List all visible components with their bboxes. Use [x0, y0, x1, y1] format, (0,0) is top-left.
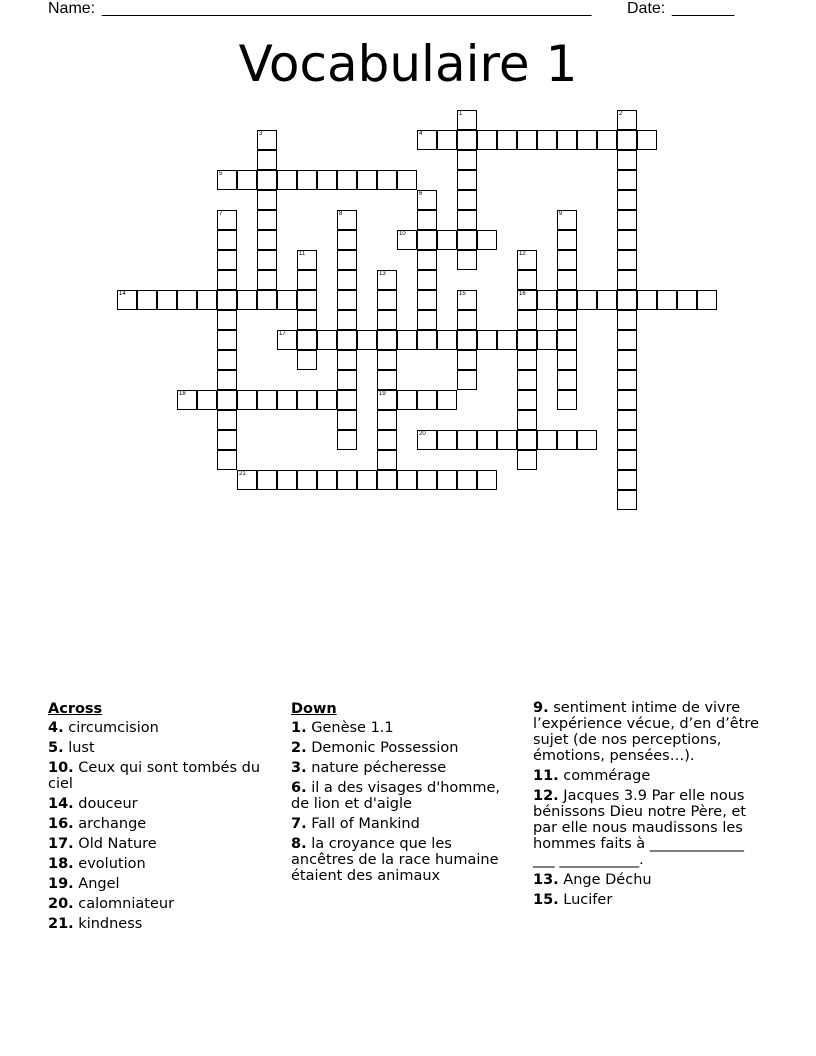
grid-cell[interactable] — [317, 470, 337, 490]
date-label: Date: — [627, 0, 666, 17]
grid-cell[interactable] — [377, 330, 397, 350]
clue-text: lust — [68, 740, 95, 756]
grid-cell[interactable] — [217, 310, 237, 330]
clue-item — [48, 876, 273, 892]
clue-number: 12. — [533, 788, 559, 804]
grid-cell[interactable] — [237, 170, 257, 190]
clue-item — [291, 760, 516, 776]
grid-cell[interactable] — [257, 470, 277, 490]
grid-cell[interactable] — [457, 210, 477, 230]
grid-cell[interactable] — [537, 430, 557, 450]
cell-number: 7 — [219, 211, 223, 217]
grid-cell[interactable] — [617, 190, 637, 210]
cell-number: 17 — [279, 331, 286, 337]
grid-cell[interactable] — [617, 350, 637, 370]
grid-cell[interactable] — [417, 310, 437, 330]
clue-text: nature pécheresse — [311, 760, 447, 776]
grid-cell[interactable] — [437, 130, 457, 150]
grid-cell[interactable] — [297, 390, 317, 410]
grid-cell[interactable] — [617, 410, 637, 430]
clue-text: Old Nature — [78, 836, 157, 852]
grid-cell[interactable] — [537, 290, 557, 310]
clue-text: archange — [78, 816, 147, 832]
grid-cell[interactable] — [617, 370, 637, 390]
cell-number: 2 — [619, 111, 623, 117]
grid-cell[interactable] — [217, 250, 237, 270]
grid-cell[interactable] — [277, 290, 297, 310]
page-title: Vocabulaire 1 — [238, 35, 578, 93]
grid-cell[interactable] — [557, 430, 577, 450]
grid-cell[interactable] — [397, 390, 417, 410]
grid-cell[interactable] — [457, 150, 477, 170]
grid-cell[interactable] — [517, 370, 537, 390]
date-field[interactable]: _______ — [672, 0, 735, 17]
grid-cell[interactable] — [157, 290, 177, 310]
grid-cell[interactable] — [517, 130, 537, 150]
grid-cell[interactable] — [217, 230, 237, 250]
clue-item — [291, 836, 516, 884]
grid-cell[interactable] — [377, 270, 397, 290]
grid-cell[interactable] — [517, 410, 537, 430]
grid-cell[interactable] — [417, 210, 437, 230]
grid-cell[interactable] — [477, 230, 497, 250]
clue-text: douceur — [78, 796, 138, 812]
grid-cell[interactable] — [517, 310, 537, 330]
grid-cell[interactable] — [617, 130, 637, 150]
grid-cell[interactable] — [377, 370, 397, 390]
clue-number: 20. — [48, 896, 74, 912]
grid-cell[interactable] — [497, 430, 517, 450]
grid-cell[interactable] — [357, 170, 377, 190]
grid-cell[interactable] — [217, 350, 237, 370]
grid-cell[interactable] — [437, 430, 457, 450]
grid-cell[interactable] — [617, 250, 637, 270]
grid-cell[interactable] — [337, 390, 357, 410]
grid-cell[interactable] — [597, 290, 617, 310]
clue-text: Ceux qui sont tombés du ciel — [48, 760, 261, 792]
grid-cell[interactable] — [517, 350, 537, 370]
cell-number: 11 — [299, 251, 306, 257]
grid-cell[interactable] — [397, 230, 417, 250]
grid-cell[interactable] — [217, 210, 237, 230]
clue-text: Demonic Possession — [311, 740, 459, 756]
clue-item — [48, 816, 273, 832]
clue-number: 8. — [291, 836, 307, 852]
grid-cell[interactable] — [617, 110, 637, 130]
grid-cell[interactable] — [677, 290, 697, 310]
clue-number: 9. — [533, 700, 549, 716]
grid-cell[interactable] — [377, 430, 397, 450]
grid-cell[interactable] — [457, 230, 477, 250]
grid-cell[interactable] — [317, 390, 337, 410]
grid-cell[interactable] — [357, 330, 377, 350]
grid-cell[interactable] — [557, 370, 577, 390]
grid-cell[interactable] — [337, 230, 357, 250]
grid-cell[interactable] — [577, 130, 597, 150]
cell-number: 3 — [259, 131, 263, 137]
clue-number: 6. — [291, 780, 307, 796]
grid-cell[interactable] — [557, 230, 577, 250]
down-heading: Down — [291, 701, 337, 717]
grid-cell[interactable] — [217, 430, 237, 450]
clue-item — [48, 836, 273, 852]
grid-cell[interactable] — [617, 150, 637, 170]
clue-number: 3. — [291, 760, 307, 776]
clue-text: Ange Déchu — [563, 872, 652, 888]
clue-text: evolution — [78, 856, 146, 872]
clue-item — [533, 872, 768, 888]
grid-cell[interactable] — [457, 290, 477, 310]
grid-cell[interactable] — [417, 330, 437, 350]
clue-number: 11. — [533, 768, 559, 784]
clue-text: la croyance que les ancêtres de la race humaine étaient des animaux — [291, 836, 499, 884]
grid-cell[interactable] — [257, 290, 277, 310]
clue-number: 7. — [291, 816, 307, 832]
grid-cell[interactable] — [257, 210, 277, 230]
grid-cell[interactable] — [277, 330, 297, 350]
grid-cell[interactable] — [237, 390, 257, 410]
cell-number: 15 — [459, 291, 466, 297]
grid-cell[interactable] — [257, 270, 277, 290]
grid-cell[interactable] — [317, 170, 337, 190]
cell-number: 4 — [419, 131, 423, 137]
grid-cell[interactable] — [417, 470, 437, 490]
grid-cell[interactable] — [237, 290, 257, 310]
across-clues — [48, 700, 273, 936]
clue-item — [533, 892, 768, 908]
grid-cell[interactable] — [297, 290, 317, 310]
grid-cell[interactable] — [617, 210, 637, 230]
grid-cell[interactable] — [617, 290, 637, 310]
clue-number: 10. — [48, 760, 74, 776]
clue-item — [48, 896, 273, 912]
grid-cell[interactable] — [257, 250, 277, 270]
grid-cell[interactable] — [337, 310, 357, 330]
clue-number: 17. — [48, 836, 74, 852]
grid-cell[interactable] — [457, 310, 477, 330]
grid-cell[interactable] — [597, 130, 617, 150]
clue-text: il a des visages d'homme, de lion et d'aigle — [291, 780, 501, 812]
clue-text: Lucifer — [563, 892, 613, 908]
cell-number: 6 — [419, 191, 423, 197]
name-label: Name: — [48, 0, 96, 17]
grid-cell[interactable] — [377, 350, 397, 370]
clue-item — [291, 720, 516, 736]
grid-cell[interactable] — [417, 190, 437, 210]
grid-cell[interactable] — [557, 250, 577, 270]
grid-cell[interactable] — [537, 330, 557, 350]
clue-number: 21. — [48, 916, 74, 932]
grid-cell[interactable] — [457, 170, 477, 190]
cell-number: 5 — [219, 171, 223, 177]
grid-cell[interactable] — [257, 190, 277, 210]
grid-cell[interactable] — [477, 430, 497, 450]
cell-number: 13 — [379, 271, 386, 277]
grid-cell[interactable] — [457, 430, 477, 450]
clue-item — [291, 816, 516, 832]
grid-cell[interactable] — [437, 330, 457, 350]
grid-cell[interactable] — [617, 270, 637, 290]
grid-cell[interactable] — [537, 130, 557, 150]
grid-cell[interactable] — [617, 430, 637, 450]
grid-cell[interactable] — [297, 310, 317, 330]
grid-cell[interactable] — [497, 130, 517, 150]
grid-cell[interactable] — [417, 290, 437, 310]
grid-cell[interactable] — [337, 270, 357, 290]
grid-cell[interactable] — [337, 250, 357, 270]
clue-text: kindness — [78, 916, 143, 932]
grid-cell[interactable] — [517, 450, 537, 470]
grid-cell[interactable] — [197, 390, 217, 410]
grid-cell[interactable] — [557, 270, 577, 290]
grid-cell[interactable] — [557, 130, 577, 150]
clue-item — [48, 916, 273, 932]
grid-cell[interactable] — [557, 290, 577, 310]
grid-cell[interactable] — [617, 230, 637, 250]
clue-number: 5. — [48, 740, 64, 756]
grid-cell[interactable] — [217, 410, 237, 430]
grid-cell[interactable] — [337, 350, 357, 370]
cell-number: 9 — [559, 211, 563, 217]
clue-item — [533, 788, 768, 868]
grid-cell[interactable] — [557, 330, 577, 350]
grid-cell[interactable] — [637, 130, 657, 150]
grid-cell[interactable] — [277, 390, 297, 410]
grid-cell[interactable] — [377, 310, 397, 330]
clue-item — [291, 740, 516, 756]
grid-cell[interactable] — [337, 290, 357, 310]
grid-cell[interactable] — [477, 330, 497, 350]
grid-cell[interactable] — [577, 290, 597, 310]
grid-cell[interactable] — [457, 330, 477, 350]
cell-number: 16 — [519, 291, 526, 297]
grid-cell[interactable] — [177, 290, 197, 310]
grid-cell[interactable] — [257, 150, 277, 170]
grid-cell[interactable] — [417, 230, 437, 250]
grid-cell[interactable] — [457, 250, 477, 270]
grid-cell[interactable] — [557, 390, 577, 410]
grid-cell[interactable] — [297, 170, 317, 190]
clue-item — [48, 760, 273, 792]
down-clues-continued — [533, 700, 768, 912]
grid-cell[interactable] — [457, 350, 477, 370]
grid-cell[interactable] — [417, 130, 437, 150]
grid-cell[interactable] — [377, 390, 397, 410]
grid-cell[interactable] — [297, 470, 317, 490]
clue-number: 18. — [48, 856, 74, 872]
grid-cell[interactable] — [417, 270, 437, 290]
clue-text: sentiment intime de vivre l’expérience vécue, d’en d’être sujet (de nos perceptions, émotions, pensées…). — [533, 700, 759, 764]
clue-text: calomniateur — [78, 896, 175, 912]
grid-cell[interactable] — [337, 410, 357, 430]
grid-cell[interactable] — [417, 250, 437, 270]
down-clues — [291, 700, 516, 888]
grid-cell[interactable] — [457, 130, 477, 150]
clue-text: Jacques 3.9 Par elle nous bénissons Dieu notre Père, et par elle nous maudissons les hommes faits à _____________ ___ ___________. — [533, 788, 747, 868]
clue-text: commérage — [563, 768, 651, 784]
grid-cell[interactable] — [617, 490, 637, 510]
grid-cell[interactable] — [217, 390, 237, 410]
grid-cell[interactable] — [417, 430, 437, 450]
cell-number: 14 — [119, 291, 126, 297]
grid-cell[interactable] — [397, 470, 417, 490]
name-field[interactable]: _______________________________________________________ — [102, 0, 592, 17]
grid-cell[interactable] — [197, 290, 217, 310]
clue-text: circumcision — [68, 720, 159, 736]
grid-cell[interactable] — [217, 270, 237, 290]
grid-cell[interactable] — [337, 370, 357, 390]
grid-cell[interactable] — [337, 430, 357, 450]
grid-cell[interactable] — [277, 470, 297, 490]
cell-number: 20 — [419, 431, 426, 437]
grid-cell[interactable] — [457, 110, 477, 130]
clue-item — [533, 768, 768, 784]
grid-cell[interactable] — [517, 390, 537, 410]
grid-cell[interactable] — [337, 210, 357, 230]
grid-cell[interactable] — [337, 170, 357, 190]
across-heading: Across — [48, 701, 103, 717]
grid-cell[interactable] — [117, 290, 137, 310]
cell-number: 18 — [179, 391, 186, 397]
clue-text: Angel — [78, 876, 120, 892]
grid-cell[interactable] — [457, 470, 477, 490]
clue-number: 19. — [48, 876, 74, 892]
grid-cell[interactable] — [437, 230, 457, 250]
grid-cell[interactable] — [397, 170, 417, 190]
grid-cell[interactable] — [477, 470, 497, 490]
grid-cell[interactable] — [617, 170, 637, 190]
cell-number: 21 — [239, 471, 246, 477]
clue-item — [533, 700, 768, 764]
clue-number: 2. — [291, 740, 307, 756]
grid-cell[interactable] — [277, 170, 297, 190]
grid-cell[interactable] — [237, 470, 257, 490]
grid-cell[interactable] — [517, 330, 537, 350]
grid-cell[interactable] — [297, 250, 317, 270]
grid-cell[interactable] — [477, 130, 497, 150]
grid-cell[interactable] — [617, 470, 637, 490]
grid-cell[interactable] — [617, 450, 637, 470]
clue-item — [48, 856, 273, 872]
grid-cell[interactable] — [617, 310, 637, 330]
grid-cell[interactable] — [377, 450, 397, 470]
grid-cell[interactable] — [217, 370, 237, 390]
clue-number: 15. — [533, 892, 559, 908]
grid-cell[interactable] — [177, 390, 197, 410]
clue-item — [48, 796, 273, 812]
grid-cell[interactable] — [577, 430, 597, 450]
grid-cell[interactable] — [397, 330, 417, 350]
grid-cell[interactable] — [217, 330, 237, 350]
grid-cell[interactable] — [257, 170, 277, 190]
clue-number: 13. — [533, 872, 559, 888]
grid-cell[interactable] — [517, 430, 537, 450]
grid-cell[interactable] — [497, 330, 517, 350]
grid-cell[interactable] — [517, 290, 537, 310]
grid-cell[interactable] — [377, 170, 397, 190]
cell-number: 12 — [519, 251, 526, 257]
clue-number: 14. — [48, 796, 74, 812]
grid-cell[interactable] — [137, 290, 157, 310]
clue-item — [48, 720, 273, 736]
cell-number: 1 — [459, 111, 463, 117]
grid-cell[interactable] — [297, 270, 317, 290]
grid-cell[interactable] — [297, 350, 317, 370]
grid-cell[interactable] — [517, 250, 537, 270]
grid-cell[interactable] — [437, 470, 457, 490]
grid-cell[interactable] — [337, 330, 357, 350]
clue-number: 1. — [291, 720, 307, 736]
grid-cell[interactable] — [457, 370, 477, 390]
clue-text: Genèse 1.1 — [311, 720, 394, 736]
grid-cell[interactable] — [437, 390, 457, 410]
cell-number: 10 — [399, 231, 406, 237]
clue-item — [48, 740, 273, 756]
grid-cell[interactable] — [217, 170, 237, 190]
grid-cell[interactable] — [557, 350, 577, 370]
grid-cell[interactable] — [337, 470, 357, 490]
grid-cell[interactable] — [297, 330, 317, 350]
grid-cell[interactable] — [657, 290, 677, 310]
clue-number: 4. — [48, 720, 64, 736]
grid-cell[interactable] — [617, 330, 637, 350]
grid-cell[interactable] — [377, 290, 397, 310]
grid-cell[interactable] — [217, 450, 237, 470]
grid-cell[interactable] — [357, 470, 377, 490]
grid-cell[interactable] — [257, 130, 277, 150]
clue-item — [291, 780, 516, 812]
grid-cell[interactable] — [557, 310, 577, 330]
cell-number: 8 — [339, 211, 343, 217]
grid-cell[interactable] — [377, 470, 397, 490]
clue-number: 16. — [48, 816, 74, 832]
grid-cell[interactable] — [457, 190, 477, 210]
grid-cell[interactable] — [217, 290, 237, 310]
grid-cell[interactable] — [697, 290, 717, 310]
grid-cell[interactable] — [377, 410, 397, 430]
grid-cell[interactable] — [417, 390, 437, 410]
clue-text: Fall of Mankind — [311, 816, 420, 832]
cell-number: 19 — [379, 391, 386, 397]
grid-cell[interactable] — [517, 270, 537, 290]
grid-cell[interactable] — [257, 390, 277, 410]
grid-cell[interactable] — [557, 210, 577, 230]
grid-cell[interactable] — [637, 290, 657, 310]
grid-cell[interactable] — [317, 330, 337, 350]
grid-cell[interactable] — [617, 390, 637, 410]
grid-cell[interactable] — [257, 230, 277, 250]
